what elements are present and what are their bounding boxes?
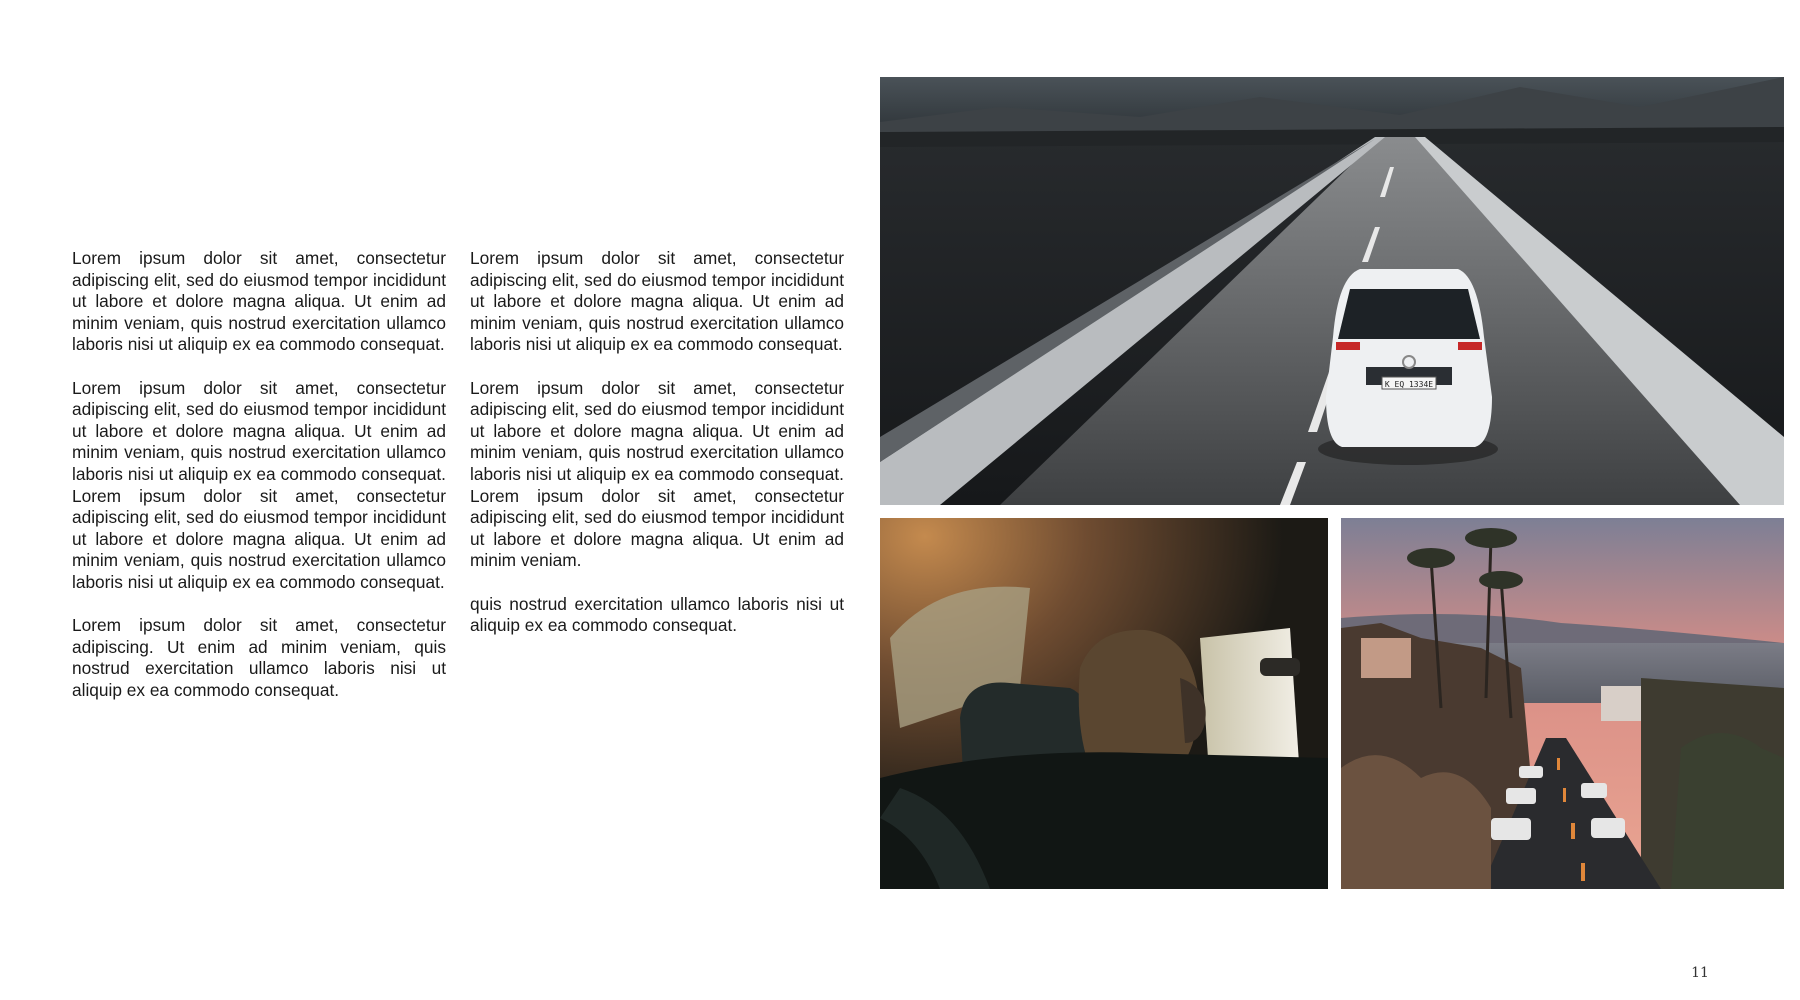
paragraph: Lorem ipsum dolor sit amet, consectetur adipiscing elit, sed do eiusmod tempor incididunt ut labore et dolore magna aliqua. Ut enim ad minim veniam, quis nostrud exercitation ullamco laboris nisi ut aliquip ex ea commodo consequat. Lorem ipsum dolor sit amet, consectetur adipiscing elit, sed do eiusmod tempor incididunt ut labore et dolore magna aliqua. Ut enim ad minim veniam.: [470, 377, 844, 571]
right-text-column: [470, 248, 844, 658]
left-text-column: [72, 248, 446, 723]
page-number: 11: [1691, 965, 1709, 981]
car-interior-photo: [880, 518, 1328, 889]
paragraph: Lorem ipsum dolor sit amet, consectetur adipiscing. Ut enim ad minim veniam, quis nostrud exercitation ullamco laboris nisi ut aliquip ex ea commodo consequat.: [72, 615, 446, 700]
paragraph: Lorem ipsum dolor sit amet, consectetur adipiscing elit, sed do eiusmod tempor incididunt ut labore et dolore magna aliqua. Ut enim ad minim veniam, quis nostrud exercitation ullamco laboris nisi ut aliquip ex ea commodo consequat.: [470, 248, 844, 355]
license-plate: K EQ 1334E: [1384, 380, 1434, 389]
paragraph: Lorem ipsum dolor sit amet, consectetur adipiscing elit, sed do eiusmod tempor incididunt ut labore et dolore magna aliqua. Ut enim ad minim veniam, quis nostrud exercitation ullamco laboris nisi ut aliquip ex ea commodo consequat. Lorem ipsum dolor sit amet, consectetur adipiscing elit, sed do eiusmod tempor incididunt ut labore et dolore magna aliqua. Ut enim ad minim veniam, quis nostrud exercitation ullamco laboris nisi ut aliquip ex ea commodo consequat.: [72, 377, 446, 592]
paragraph: quis nostrud exercitation ullamco laboris nisi ut aliquip ex ea commodo consequat.: [470, 593, 844, 636]
coastal-street-photo: [1341, 518, 1784, 889]
road-car-photo: [880, 77, 1784, 505]
paragraph: Lorem ipsum dolor sit amet, consectetur adipiscing elit, sed do eiusmod tempor incididunt ut labore et dolore magna aliqua. Ut enim ad minim veniam, quis nostrud exercitation ullamco laboris nisi ut aliquip ex ea commodo consequat.: [72, 248, 446, 355]
